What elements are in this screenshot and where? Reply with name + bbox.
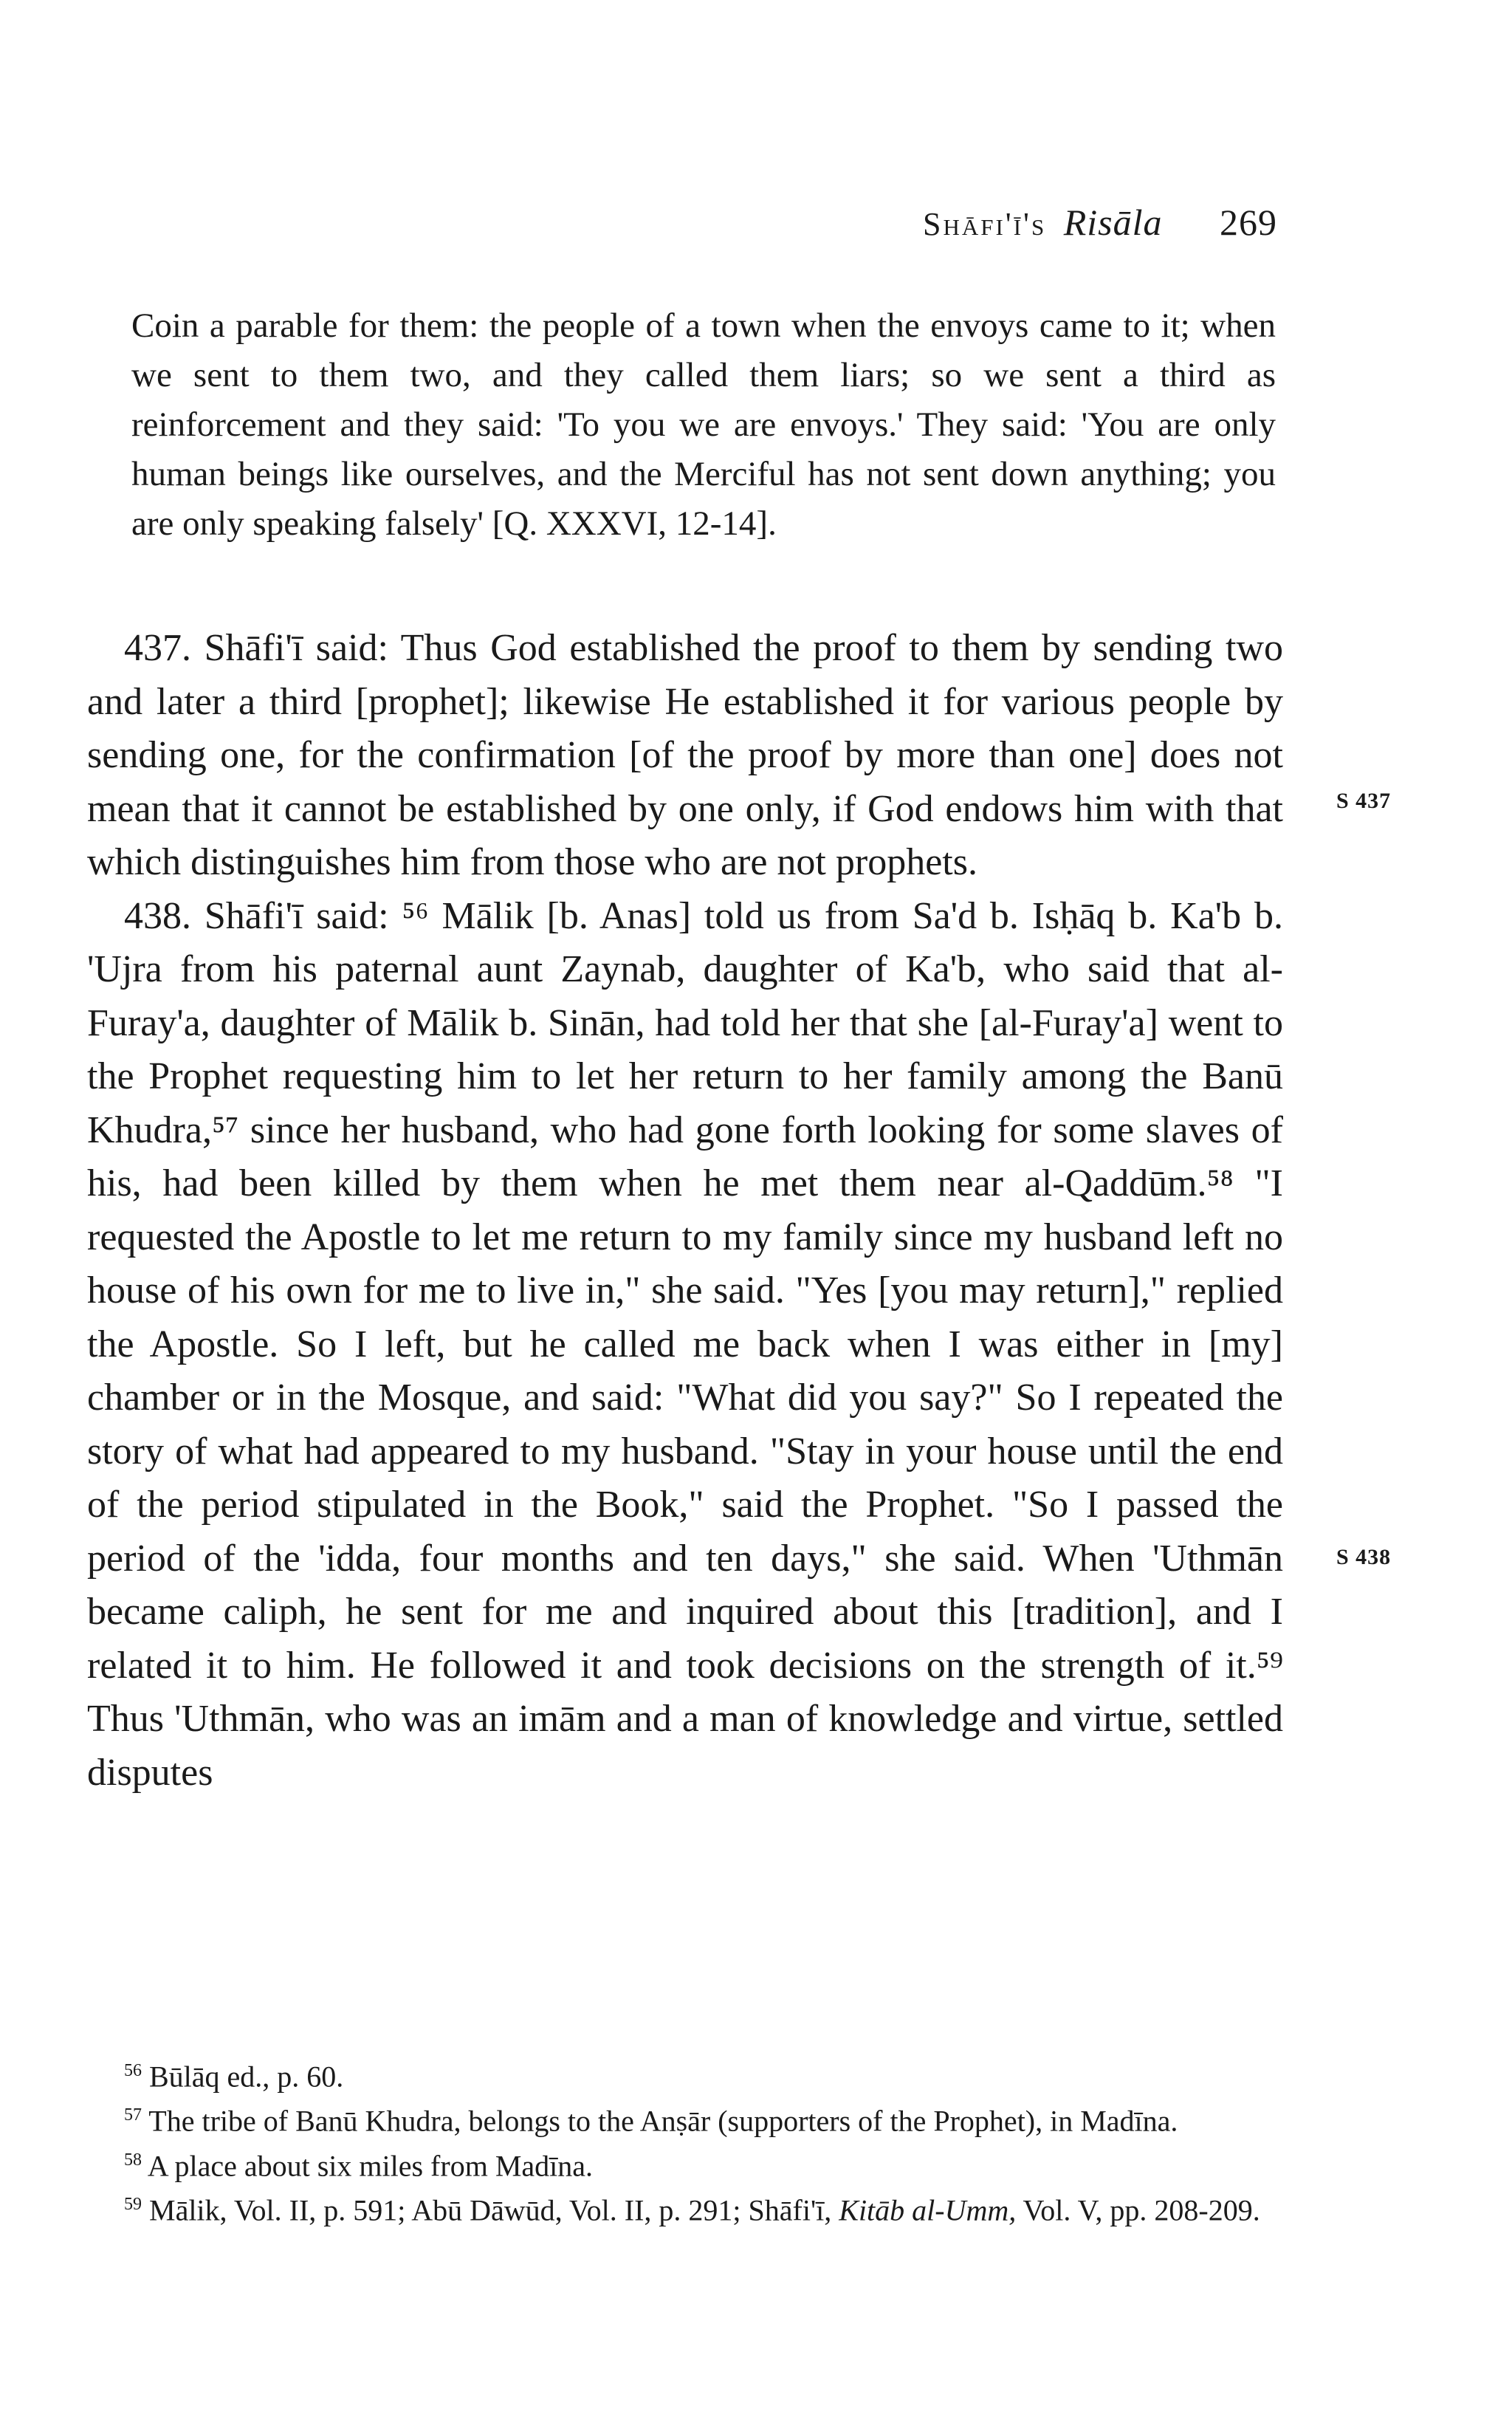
main-text (87, 622, 1283, 1800)
quran-quotation: Coin a parable for them: the people of a town when the envoys came to it; when we sent to them two, and they called them liars; so we sent a third as reinforcement and they said: 'To you we are envoys.' They said: 'You are only human beings like ourselves, and the Merciful has not sent down anything; you are only speaking falsely' [Q. XXXVI, 12-14]. (131, 306, 1276, 543)
footnote-text: A place about six miles from Madīna. (147, 2148, 593, 2182)
margin-note-s438: S 438 (1336, 1545, 1392, 1569)
footnote-number: 58 (124, 2150, 142, 2170)
footnote-number: 56 (124, 2061, 142, 2080)
footnote-57 (94, 2096, 1291, 2140)
footnote-text: Būlāq ed., p. 60. (149, 2060, 344, 2094)
footnote-text: Mālik, Vol. II, p. 591; Abū Dāwūd, Vol. II, p. 291; Shāfi'ī, (149, 2193, 832, 2227)
page-number: 269 (1220, 202, 1277, 243)
running-head (923, 201, 1277, 244)
paragraph-438: 438. Shāfi'ī said: ⁵⁶ Mālik [b. Anas] told us from Sa'd b. Isḥāq b. Ka'b b. 'Ujra from his paternal aunt Zaynab, daughter of Ka'b, who said that al-Furay'a, daughter of Mālik b. Sinān, had told her that she [al-Furay'a] went to the Prophet requesting him to let her return to her family among the Banū Khudra,⁵⁷ since her husband, who had gone forth looking for some slaves of his, had been killed by them when he met them near al-Qaddūm.⁵⁸ "I requested the Apostle to let me return to my family since my husband left no house of his own for me to live in," she said. "Yes [you may return]," replied the Apostle. So I left, but he called me back when I was either in [my] chamber or in the Mosque, and said: "What did you say?" So I repeated the story of what had appeared to my husband. "Stay in your house until the end of the period stipulated in the Book," said the Prophet. "So I passed the period of the 'idda, four months and ten days," she said. When 'Uthmān became caliph, he sent for me and inquired about this [tradition], and I related it to him. He followed it and took decisions on the strength of it.⁵⁹ Thus 'Uthmān, who was an imām and a man of knowledge and virtue, settled disputes (87, 894, 1283, 1794)
running-head-title: Risāla (1063, 202, 1163, 243)
footnote-58 (94, 2141, 1291, 2185)
footnote-59 (94, 2185, 1291, 2229)
footnote-text: The tribe of Banū Khudra, belongs to the Anṣār (supporters of the Prophet), in Madīna. (148, 2104, 1178, 2138)
footnote-number: 57 (124, 2105, 142, 2125)
margin-note-s437: S 437 (1336, 789, 1392, 813)
footnote-book-title: Kitāb al-Umm, (839, 2193, 1017, 2227)
footnote-number: 59 (124, 2194, 142, 2214)
running-head-author: Shāfi'ī's (922, 206, 1047, 242)
footnotes (94, 2051, 1291, 2229)
paragraph-437: 437. Shāfi'ī said: Thus God established the proof to them by sending two and later a third [prophet]; likewise He established it for various people by sending one, for the confirmation [of the proof by more than one] does not mean that it cannot be established by one only, if God endows him with that which distinguishes him from those who are not prophets. (87, 627, 1283, 883)
footnote-text-tail: Vol. V, pp. 208-209. (1023, 2193, 1260, 2227)
footnote-56 (94, 2051, 1291, 2096)
